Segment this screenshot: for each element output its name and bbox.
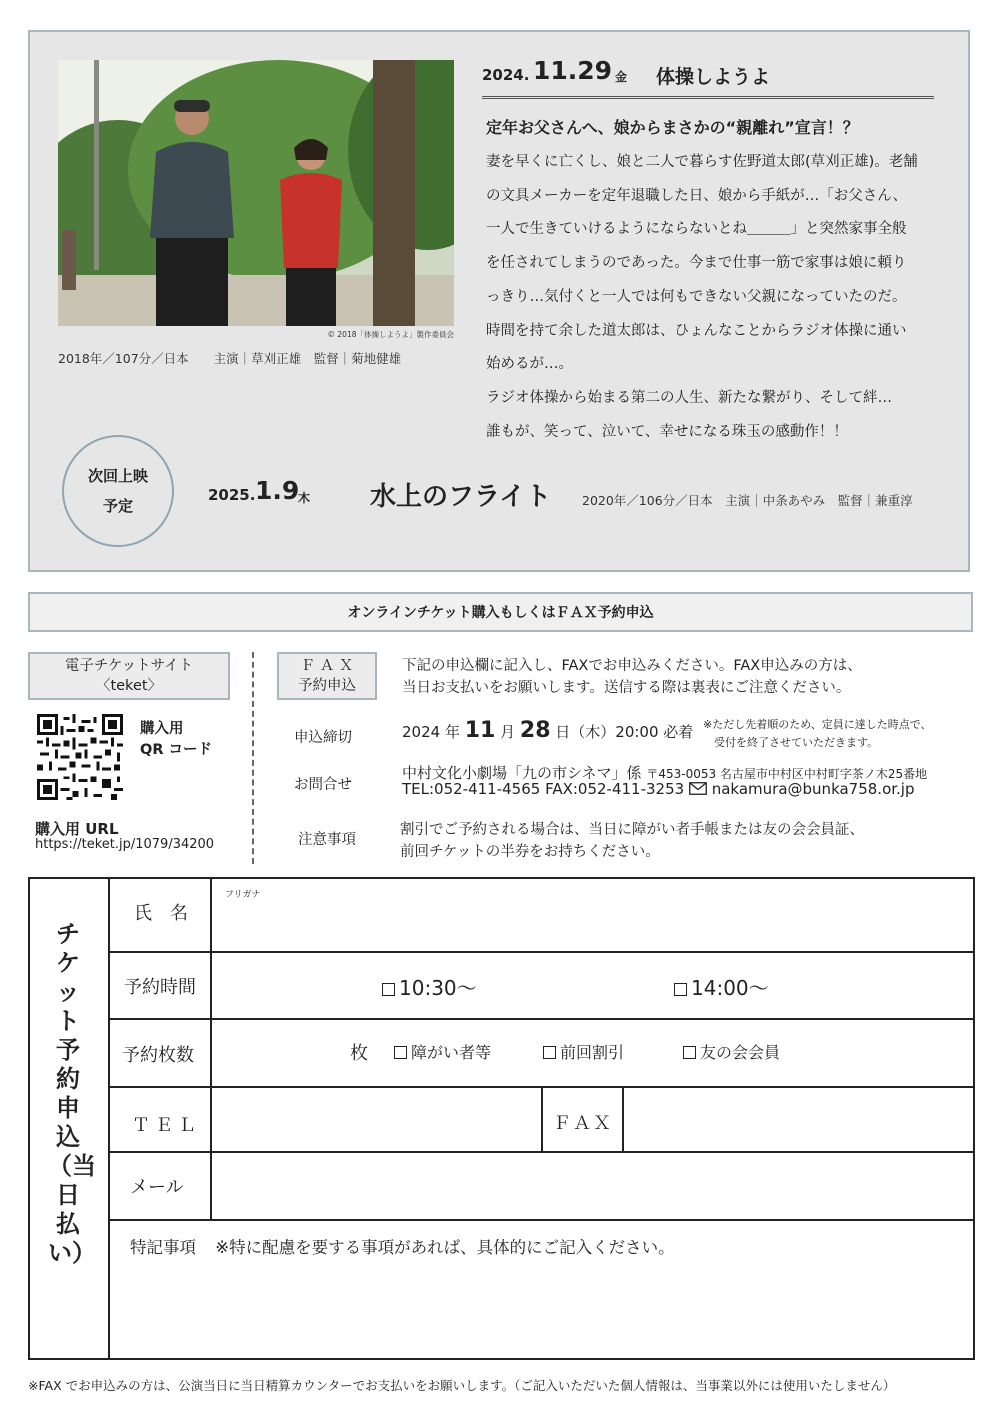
synopsis-line: 誰もが、笑って、泣いて、幸せになる珠玉の感動作！！	[486, 423, 848, 440]
row-divider	[110, 1018, 975, 1020]
eticket-site-box	[28, 652, 230, 700]
notes-label: 注意事項	[298, 832, 356, 848]
special-note: ※特に配慮を要する事項があれば、具体的にご記入ください。	[215, 1238, 675, 1257]
film-headline: 定年お父さんへ、娘からまさかの“親離れ”宣言！？	[486, 118, 859, 137]
fax-field[interactable]	[626, 1090, 970, 1148]
tel-field[interactable]	[214, 1090, 538, 1148]
discount-disabled-option[interactable]	[394, 1040, 491, 1063]
next-weekday: 木	[298, 491, 311, 505]
deadline-note	[703, 716, 932, 752]
deadline-month: 11	[464, 718, 496, 743]
next-date: 1.9	[255, 476, 300, 505]
next-film-meta: 2020年／106分／日本 主演｜中条あやみ 監督｜兼重淳	[582, 493, 913, 508]
count-unit: 枚	[350, 1043, 368, 1064]
discount-previous-option[interactable]	[543, 1040, 624, 1063]
discount-option-label: 障がい者等	[411, 1043, 492, 1062]
next-year: 2025.	[208, 486, 256, 504]
label-column-divider	[210, 877, 212, 1219]
mail-field[interactable]	[214, 1155, 970, 1215]
purchase-url-link[interactable]: https://teket.jp/1079/34200	[35, 837, 215, 852]
synopsis-line: 時間を持て余した道太郎は、ひょんなことからラジオ体操に通い	[486, 322, 907, 339]
film-meta: 2018年／107分／日本 主演｜草刈正雄 監督｜菊地健雄	[58, 351, 402, 366]
fax-label-divider	[622, 1086, 624, 1152]
name-field[interactable]	[214, 900, 970, 948]
time-option-1030[interactable]	[382, 972, 477, 1001]
notes-line1: 割引でご予約される場合は、当日に障がい者手帳または友の会会員証、	[400, 822, 864, 838]
synopsis-line: 妻を早くに亡くし、娘と二人で暮らす佐野道太郎(草刈正雄)。老舗	[486, 154, 918, 170]
checkbox-icon[interactable]	[382, 983, 395, 996]
qr-label	[140, 719, 212, 761]
qr-label-line2: QR コード	[140, 742, 213, 758]
checkbox-icon[interactable]	[394, 1046, 407, 1059]
deadline-day: 28	[519, 718, 551, 743]
film-synopsis	[486, 146, 946, 449]
form-side-title: チケット予約申込（当日払い）	[48, 920, 96, 1267]
notes-line2: 前回チケットの半券をお持ちください。	[400, 844, 660, 860]
checkbox-icon[interactable]	[674, 983, 687, 996]
purchase-banner: オンラインチケット購入もしくはＦＡＸ予約申込	[28, 592, 973, 632]
contact-email-link[interactable]: nakamura@bunka758.or.jp	[706, 780, 915, 798]
fax-desc-line1: 下記の申込欄に記入し、FAXでお申込みください。FAX申込みの方は、	[402, 658, 862, 674]
mail-label: メール	[130, 1177, 184, 1198]
deadline-value	[402, 718, 693, 743]
eticket-line1: 電子チケットサイト	[64, 658, 194, 674]
time-option-1400[interactable]	[674, 972, 769, 1001]
footer-note: ※FAX でお申込みの方は、公演当日に当日精算カウンターでお支払いをお願いします。（ご記入いただいた個人情報は、当事業以外には使用いたしません）	[28, 1378, 896, 1393]
section-divider	[252, 652, 254, 864]
special-label: 特記事項	[130, 1238, 196, 1257]
purchase-qr-code[interactable]	[37, 714, 123, 800]
next-screening-badge	[62, 435, 174, 547]
fax-reservation-box	[277, 652, 377, 700]
contact-label: お問合せ	[294, 777, 352, 793]
time-option-label: 10:30～	[399, 976, 477, 1000]
deadline-note-line2: 受付を終了させていただきます。	[714, 736, 879, 749]
synopsis-line: 一人で生きていけるようにならないとね＿＿＿」と突然家事全般	[486, 221, 907, 238]
synopsis-line: の文具メーカーを定年退職した日、娘から手紙が…「お父さん、	[486, 187, 908, 204]
deadline-year: 2024 年	[402, 723, 465, 741]
deadline-label: 申込締切	[294, 730, 352, 746]
next-badge-line2: 予定	[102, 497, 133, 515]
next-badge-line1: 次回上映	[87, 467, 148, 485]
screening-year: 2024.	[482, 66, 530, 84]
fax-desc-line2: 当日お支払いをお願いします。送信する際は裏表にご注意ください。	[402, 680, 851, 696]
film-title: 体操しようよ	[656, 66, 771, 88]
photo-credit: © 2018「体操しようよ」製作委員会	[327, 330, 454, 339]
screening-weekday: 金	[615, 70, 628, 84]
mail-icon	[689, 781, 707, 799]
notes-text	[400, 819, 864, 863]
row-divider	[110, 951, 975, 953]
contact-org-name: 中村文化小劇場「九の市シネマ」係	[402, 764, 647, 782]
special-notes-row	[130, 1234, 675, 1258]
contact-address: 〒453-0053 名古屋市中村区中村町字茶ノ木25番地	[646, 767, 928, 781]
ticket-count-field[interactable]	[214, 1022, 344, 1082]
url-label: 購入用 URL	[35, 820, 119, 838]
synopsis-line: 始めるが…。	[486, 356, 573, 373]
fax-box-line2: 予約申込	[298, 678, 356, 694]
count-label: 予約枚数	[122, 1045, 194, 1066]
special-notes-field[interactable]	[114, 1262, 970, 1354]
tel-fax-divider	[541, 1086, 543, 1152]
eticket-line2: 〈teket〉	[95, 678, 163, 694]
synopsis-line: を任されてしまうのであった。今まで仕事一筋で家事は娘に頼り	[486, 255, 907, 272]
deadline-note-line1: ※ただし先着順のため、定員に達した時点で、	[703, 718, 932, 731]
name-label: 氏 名	[134, 903, 188, 924]
time-label: 予約時間	[124, 977, 196, 998]
tel-label: ＴＥＬ	[132, 1115, 201, 1136]
next-film-title: 水上のフライト	[370, 482, 552, 512]
synopsis-line: っきり…気付くと一人では何もできない父親になっていたのだ。	[486, 288, 907, 305]
contact-phone-mail	[402, 780, 915, 799]
furigana-label: フリガナ	[225, 890, 261, 900]
contact-tel-fax: TEL:052-411-4565 FAX:052-411-3253	[402, 780, 685, 798]
qr-label-line1: 購入用	[140, 721, 184, 737]
fax-label: ＦＡＸ	[553, 1113, 613, 1134]
fax-instructions	[402, 655, 862, 699]
time-option-label: 14:00～	[691, 976, 769, 1000]
film-still-photo	[58, 60, 454, 326]
discount-option-label: 前回割引	[560, 1043, 625, 1062]
synopsis-line: ラジオ体操から始まる第二の人生、新たな繋がり、そして絆…	[486, 389, 892, 406]
row-divider	[110, 1219, 975, 1221]
deadline-month-unit: 月	[495, 723, 520, 741]
discount-option-label: 友の会会員	[700, 1043, 781, 1062]
checkbox-icon[interactable]	[683, 1046, 696, 1059]
screening-date: 11.29	[533, 56, 613, 85]
fax-box-line1: Ｆ Ａ Ｘ	[300, 658, 354, 674]
checkbox-icon[interactable]	[543, 1046, 556, 1059]
discount-member-option[interactable]	[683, 1040, 780, 1063]
deadline-time: 日（木）20:00 必着	[550, 723, 694, 741]
